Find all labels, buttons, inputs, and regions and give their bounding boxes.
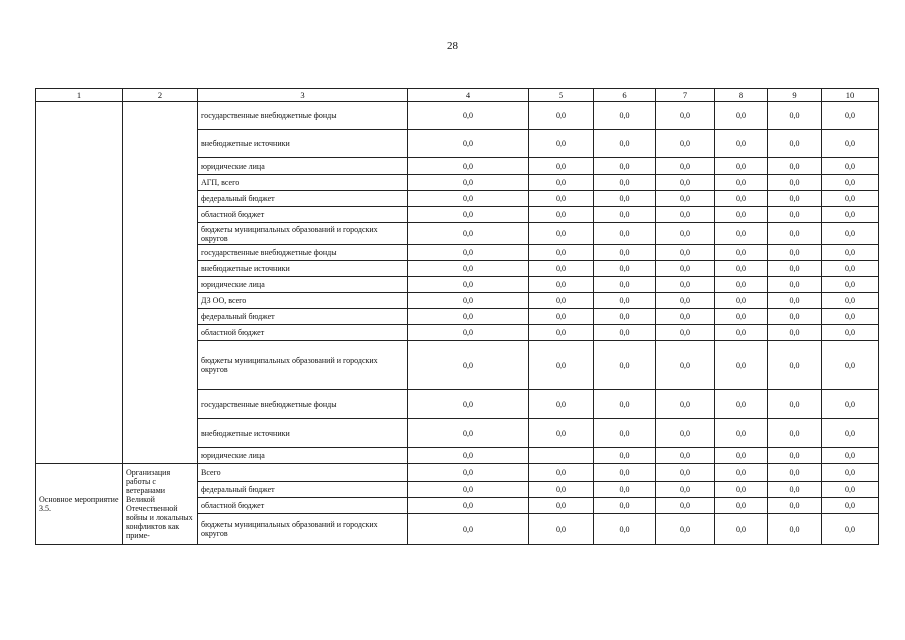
value-cell: 0,0: [529, 419, 594, 448]
value-cell: 0,0: [822, 325, 879, 341]
value-cell: 0,0: [594, 514, 656, 545]
value-cell: 0,0: [408, 464, 529, 482]
value-cell: 0,0: [715, 191, 768, 207]
value-cell: 0,0: [715, 390, 768, 419]
value-cell: 0,0: [715, 130, 768, 158]
value-cell: 0,0: [768, 207, 822, 223]
value-cell: 0,0: [768, 390, 822, 419]
value-cell: 0,0: [529, 341, 594, 390]
value-cell: 0,0: [768, 245, 822, 261]
value-cell: 0,0: [408, 482, 529, 498]
value-cell: 0,0: [822, 514, 879, 545]
value-cell: 0,0: [768, 419, 822, 448]
column-header: 6: [594, 89, 656, 102]
value-cell: 0,0: [594, 325, 656, 341]
value-cell: 0,0: [656, 341, 715, 390]
value-cell: 0,0: [408, 341, 529, 390]
value-cell: [529, 448, 594, 464]
value-cell: 0,0: [594, 464, 656, 482]
value-cell: 0,0: [656, 207, 715, 223]
value-cell: 0,0: [529, 482, 594, 498]
value-cell: 0,0: [822, 207, 879, 223]
value-cell: 0,0: [594, 309, 656, 325]
event-cell: [36, 102, 123, 464]
value-cell: 0,0: [408, 175, 529, 191]
value-cell: 0,0: [715, 102, 768, 130]
value-cell: 0,0: [656, 448, 715, 464]
funding-source-label: ДЗ ОО, всего: [198, 293, 408, 309]
funding-source-label: бюджеты муниципальных образований и городских округов: [198, 341, 408, 390]
funding-source-label: областной бюджет: [198, 498, 408, 514]
column-header: 3: [198, 89, 408, 102]
funding-source-label: внебюджетные источники: [198, 261, 408, 277]
value-cell: 0,0: [408, 191, 529, 207]
funding-source-label: областной бюджет: [198, 325, 408, 341]
value-cell: 0,0: [656, 191, 715, 207]
value-cell: 0,0: [656, 261, 715, 277]
table-row: [36, 464, 879, 482]
value-cell: 0,0: [822, 191, 879, 207]
value-cell: 0,0: [715, 448, 768, 464]
value-cell: 0,0: [594, 130, 656, 158]
value-cell: 0,0: [768, 191, 822, 207]
value-cell: 0,0: [715, 223, 768, 245]
value-cell: 0,0: [529, 514, 594, 545]
value-cell: 0,0: [768, 102, 822, 130]
value-cell: 0,0: [715, 158, 768, 175]
value-cell: 0,0: [822, 277, 879, 293]
value-cell: 0,0: [408, 261, 529, 277]
column-header: 1: [36, 89, 123, 102]
value-cell: 0,0: [822, 464, 879, 482]
value-cell: 0,0: [715, 464, 768, 482]
value-cell: 0,0: [594, 448, 656, 464]
value-cell: 0,0: [656, 419, 715, 448]
value-cell: 0,0: [594, 158, 656, 175]
description-cell: [123, 102, 198, 464]
value-cell: 0,0: [529, 293, 594, 309]
value-cell: 0,0: [594, 191, 656, 207]
value-cell: 0,0: [715, 245, 768, 261]
value-cell: 0,0: [822, 498, 879, 514]
value-cell: 0,0: [715, 207, 768, 223]
value-cell: 0,0: [529, 102, 594, 130]
value-cell: 0,0: [656, 158, 715, 175]
funding-source-label: бюджеты муниципальных образований и городских округов: [198, 514, 408, 545]
budget-table: [35, 88, 879, 545]
funding-source-label: областной бюджет: [198, 207, 408, 223]
value-cell: 0,0: [715, 341, 768, 390]
value-cell: 0,0: [715, 175, 768, 191]
value-cell: 0,0: [529, 325, 594, 341]
column-number-row: [36, 89, 879, 102]
value-cell: 0,0: [408, 514, 529, 545]
funding-source-label: юридические лица: [198, 277, 408, 293]
value-cell: 0,0: [768, 293, 822, 309]
column-header: 7: [656, 89, 715, 102]
funding-source-label: АГП, всего: [198, 175, 408, 191]
value-cell: 0,0: [408, 245, 529, 261]
value-cell: 0,0: [594, 207, 656, 223]
value-cell: 0,0: [408, 419, 529, 448]
value-cell: 0,0: [594, 102, 656, 130]
value-cell: 0,0: [529, 158, 594, 175]
value-cell: 0,0: [768, 325, 822, 341]
page-number: 28: [447, 40, 458, 52]
funding-source-label: внебюджетные источники: [198, 419, 408, 448]
table-row: [36, 102, 879, 130]
event-cell: Основное мероприятие 3.5.: [36, 464, 123, 545]
value-cell: 0,0: [529, 464, 594, 482]
value-cell: 0,0: [768, 261, 822, 277]
column-header: 4: [408, 89, 529, 102]
column-header: 10: [822, 89, 879, 102]
funding-source-label: Всего: [198, 464, 408, 482]
value-cell: 0,0: [768, 130, 822, 158]
value-cell: 0,0: [715, 419, 768, 448]
value-cell: 0,0: [529, 245, 594, 261]
value-cell: 0,0: [768, 464, 822, 482]
column-header: 8: [715, 89, 768, 102]
value-cell: 0,0: [408, 309, 529, 325]
value-cell: 0,0: [656, 514, 715, 545]
value-cell: 0,0: [822, 223, 879, 245]
value-cell: 0,0: [768, 309, 822, 325]
funding-source-label: внебюджетные источники: [198, 130, 408, 158]
value-cell: 0,0: [408, 448, 529, 464]
value-cell: 0,0: [408, 223, 529, 245]
value-cell: 0,0: [408, 325, 529, 341]
value-cell: 0,0: [656, 390, 715, 419]
value-cell: 0,0: [822, 309, 879, 325]
value-cell: 0,0: [715, 293, 768, 309]
value-cell: 0,0: [656, 223, 715, 245]
value-cell: 0,0: [715, 325, 768, 341]
value-cell: 0,0: [822, 341, 879, 390]
value-cell: 0,0: [594, 498, 656, 514]
value-cell: 0,0: [594, 261, 656, 277]
value-cell: 0,0: [408, 293, 529, 309]
value-cell: 0,0: [656, 102, 715, 130]
value-cell: 0,0: [529, 223, 594, 245]
value-cell: 0,0: [594, 390, 656, 419]
value-cell: 0,0: [768, 341, 822, 390]
value-cell: 0,0: [408, 130, 529, 158]
value-cell: 0,0: [656, 325, 715, 341]
value-cell: 0,0: [822, 419, 879, 448]
value-cell: 0,0: [822, 102, 879, 130]
value-cell: 0,0: [822, 390, 879, 419]
value-cell: 0,0: [594, 175, 656, 191]
value-cell: 0,0: [656, 245, 715, 261]
funding-source-label: федеральный бюджет: [198, 191, 408, 207]
value-cell: 0,0: [594, 277, 656, 293]
value-cell: 0,0: [768, 514, 822, 545]
value-cell: 0,0: [656, 464, 715, 482]
value-cell: 0,0: [656, 293, 715, 309]
value-cell: 0,0: [656, 277, 715, 293]
value-cell: 0,0: [715, 498, 768, 514]
value-cell: 0,0: [594, 341, 656, 390]
value-cell: 0,0: [529, 191, 594, 207]
value-cell: 0,0: [768, 277, 822, 293]
value-cell: 0,0: [822, 448, 879, 464]
value-cell: 0,0: [768, 498, 822, 514]
value-cell: 0,0: [529, 207, 594, 223]
value-cell: 0,0: [408, 207, 529, 223]
value-cell: 0,0: [822, 175, 879, 191]
funding-source-label: государственные внебюджетные фонды: [198, 390, 408, 419]
value-cell: 0,0: [594, 245, 656, 261]
column-header: 5: [529, 89, 594, 102]
value-cell: 0,0: [822, 130, 879, 158]
value-cell: 0,0: [768, 448, 822, 464]
value-cell: 0,0: [529, 277, 594, 293]
value-cell: 0,0: [768, 482, 822, 498]
value-cell: 0,0: [408, 158, 529, 175]
value-cell: 0,0: [408, 102, 529, 130]
value-cell: 0,0: [822, 245, 879, 261]
funding-source-label: юридические лица: [198, 448, 408, 464]
value-cell: 0,0: [529, 498, 594, 514]
value-cell: 0,0: [768, 158, 822, 175]
funding-source-label: федеральный бюджет: [198, 482, 408, 498]
value-cell: 0,0: [408, 277, 529, 293]
value-cell: 0,0: [529, 261, 594, 277]
description-cell: Организация работы с ветеранами Великой Отечественной войны и локальных конфликтов как приме-: [123, 464, 198, 545]
value-cell: 0,0: [656, 130, 715, 158]
value-cell: 0,0: [822, 293, 879, 309]
value-cell: 0,0: [594, 419, 656, 448]
funding-source-label: федеральный бюджет: [198, 309, 408, 325]
value-cell: 0,0: [529, 175, 594, 191]
funding-source-label: юридические лица: [198, 158, 408, 175]
value-cell: 0,0: [656, 309, 715, 325]
value-cell: 0,0: [715, 261, 768, 277]
value-cell: 0,0: [715, 482, 768, 498]
value-cell: 0,0: [408, 390, 529, 419]
column-header: 9: [768, 89, 822, 102]
value-cell: 0,0: [656, 498, 715, 514]
value-cell: 0,0: [768, 223, 822, 245]
value-cell: 0,0: [822, 158, 879, 175]
funding-source-label: государственные внебюджетные фонды: [198, 245, 408, 261]
value-cell: 0,0: [822, 482, 879, 498]
value-cell: 0,0: [822, 261, 879, 277]
value-cell: 0,0: [768, 175, 822, 191]
funding-source-label: государственные внебюджетные фонды: [198, 102, 408, 130]
value-cell: 0,0: [529, 130, 594, 158]
value-cell: 0,0: [656, 482, 715, 498]
funding-source-label: бюджеты муниципальных образований и городских округов: [198, 223, 408, 245]
value-cell: 0,0: [529, 309, 594, 325]
value-cell: 0,0: [408, 498, 529, 514]
value-cell: 0,0: [529, 390, 594, 419]
value-cell: 0,0: [715, 514, 768, 545]
value-cell: 0,0: [715, 277, 768, 293]
value-cell: 0,0: [715, 309, 768, 325]
value-cell: 0,0: [594, 482, 656, 498]
value-cell: 0,0: [656, 175, 715, 191]
column-header: 2: [123, 89, 198, 102]
value-cell: 0,0: [594, 293, 656, 309]
value-cell: 0,0: [594, 223, 656, 245]
